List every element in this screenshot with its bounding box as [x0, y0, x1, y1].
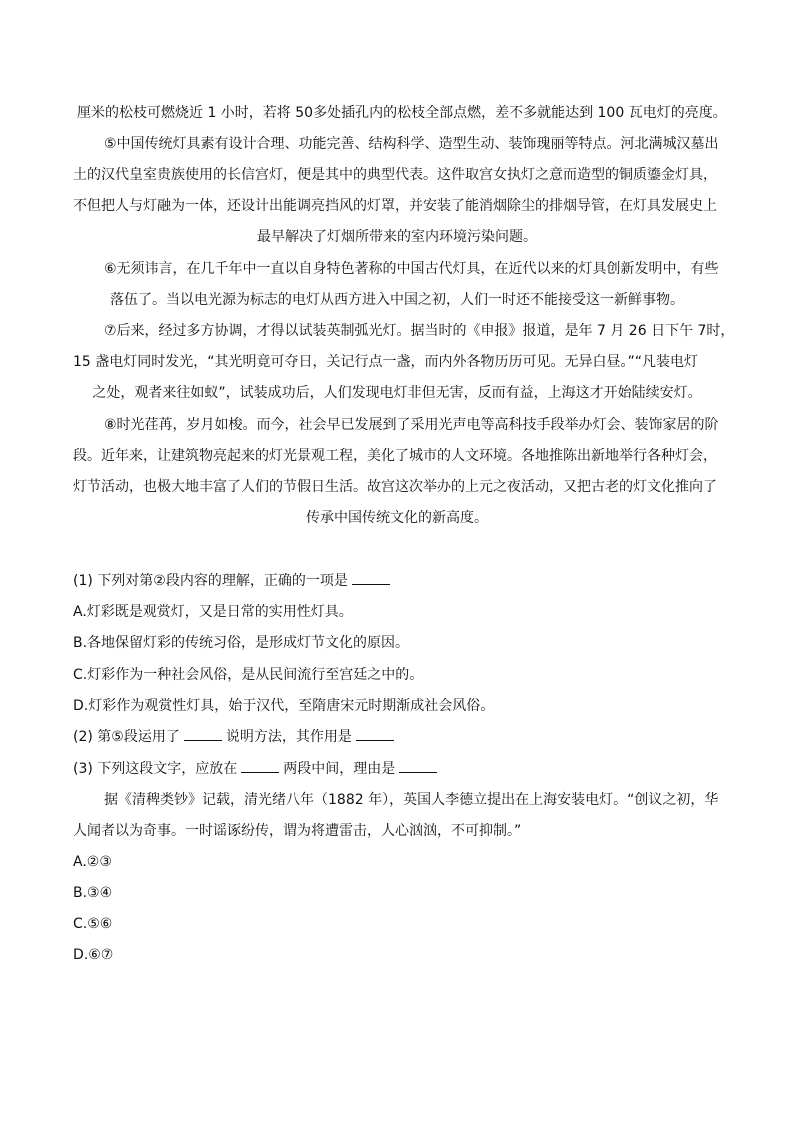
question-1-option: D.灯彩作为观赏性灯具，始于汉代，至隋唐宋元时期渐成社会风俗。: [73, 698, 495, 714]
paragraph-6-line: 落伍了。当以电光源为标志的电灯从西方进入中国之初，人们一时还不能接受这一新鲜事物。: [110, 292, 684, 308]
question-3-text-a: (3) 下列这段文字，应放在: [73, 761, 238, 777]
paragraph-4-tail: 厘米的松枝可燃烧近 1 小时，若将 50多处插孔内的松枝全部点燃，差不多就能达到 100 瓦电灯的亮度。: [77, 105, 727, 121]
paragraph-7-line: 15 盏电灯同时发光，“其光明竟可夺日，关记行点一盏，而内外各物历历可见。无异白昼。”“凡装电灯: [73, 354, 699, 370]
question-3-quote-line: 人闻者以为奇事。一时谣诼纷传，谓为将遭雷击，人心汹汹，不可抑制。”: [73, 823, 522, 839]
question-3-option: C.⑤⑥: [73, 916, 113, 932]
paragraph-6-line: ⑥无须讳言，在几千年中一直以自身特色著称的中国古代灯具，在近代以来的灯具创新发明中，有些: [104, 261, 719, 277]
question-1-text: (1) 下列对第②段内容的理解，正确的一项是: [73, 573, 348, 589]
answer-blank: [241, 760, 279, 773]
paragraph-5-line: 土的汉代皇室贵族使用的长信宫灯，便是其中的典型代表。这件取宫女执灯之意而造型的铜质鎏金灯具，: [73, 167, 717, 183]
paragraph-8-line: 段。近年来，让建筑物亮起来的灯光景观工程，美化了城市的人文环境。各地推陈出新地举行各种灯会，: [73, 448, 717, 464]
paragraph-5-line: 不但把人与灯融为一体，还设计出能调亮挡风的灯罩，并安装了能消烟除尘的排烟导管，在灯具发展史上: [73, 198, 717, 214]
paragraph-8-line: ⑧时光荏苒，岁月如梭。而今，社会早已发展到了采用光声电等高科技手段举办灯会、装饰家居的阶: [104, 417, 719, 433]
question-3-option: B.③④: [73, 885, 113, 901]
question-3-stem: [73, 760, 441, 778]
question-1-option: B.各地保留灯彩的传统习俗，是形成灯节文化的原因。: [73, 635, 410, 651]
paragraph-7-line: 之处，观者来往如蚁”，试装成功后，人们发现电灯非但无害，反而有益，上海这才开始陆续安灯。: [92, 385, 702, 401]
answer-blank: [352, 572, 390, 585]
question-2-text-b: 说明方法，其作用是: [225, 729, 352, 745]
question-2-text-a: (2) 第⑤段运用了: [73, 729, 180, 745]
question-1-option: A.灯彩既是观赏灯，又是日常的实用性灯具。: [73, 604, 353, 620]
question-3-quote-line: 据《清稗类钞》记载，清光绪八年（1882 年），英国人李德立提出在上海安装电灯。“创议之初，华: [104, 792, 719, 808]
paragraph-8-line: 灯节活动，也极大地丰富了人们的节假日生活。故宫这次举办的上元之夜活动，又把古老的灯文化推向了: [73, 479, 717, 495]
question-1-stem: [73, 572, 394, 590]
question-1-option: C.灯彩作为一种社会风俗，是从民间流行至宫廷之中的。: [73, 667, 424, 683]
paragraph-5-line: ⑤中国传统灯具素有设计合理、功能完善、结构科学、造型生动、装饰瑰丽等特点。河北满城汉墓出: [104, 136, 719, 152]
paragraph-7-line: ⑦后来，经过多方协调，才得以试装英制弧光灯。据当时的《申报》报道，是年 7 月 26 日下午 7时，: [104, 323, 735, 339]
question-3-option: D.⑥⑦: [73, 947, 114, 963]
answer-blank: [184, 728, 222, 741]
question-2-stem: [73, 728, 398, 746]
question-3-text-b: 两段中间，理由是: [283, 761, 396, 777]
paragraph-5-line: 最早解决了灯烟所带来的室内环境污染问题。: [257, 229, 537, 245]
question-3-option: A.②③: [73, 854, 112, 870]
answer-blank: [399, 760, 437, 773]
paragraph-8-line: 传承中国传统文化的新高度。: [306, 510, 488, 526]
answer-blank: [356, 728, 394, 741]
